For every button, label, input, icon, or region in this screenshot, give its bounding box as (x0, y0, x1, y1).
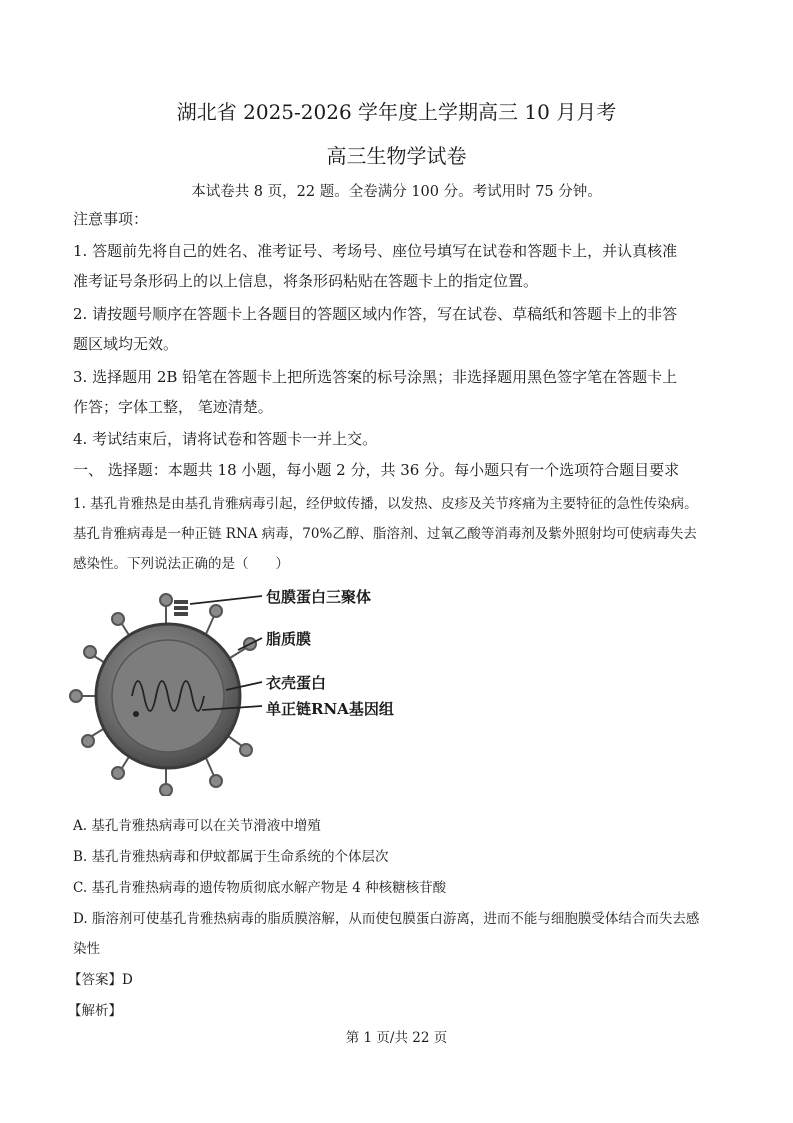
trimer-icon (174, 600, 188, 616)
note-line: 2. 请按题号顺序在答题卡上各题目的答题区域内作答，写在试卷、草稿纸和答题卡上的非答 (73, 305, 678, 323)
rna-dot (133, 711, 139, 717)
note-line: 3. 选择题用 2B 铅笔在答题卡上把所选答案的标号涂黑；非选择题用黑色签字笔在答题卡上 (73, 368, 678, 386)
note-line: 作答；字体工整， 笔迹清楚。 (73, 398, 273, 416)
page-footer: 第 1 页/共 22 页 (345, 1030, 448, 1046)
exam-title: 湖北省 2025-2026 学年度上学期高三 10 月月考 (176, 100, 617, 124)
figure-label: 单正链RNA基因组 (266, 700, 394, 718)
note-line: 题区域均无效。 (73, 335, 179, 353)
virus-diagram (66, 586, 416, 796)
note-line: 4. 考试结束后，请将试卷和答题卡一并上交。 (73, 430, 378, 448)
question-stem-line: 感染性。下列说法正确的是（ ） (73, 556, 289, 572)
question-stem-line: 1. 基孔肯雅热是由基孔肯雅病毒引起，经伊蚊传播，以发热、皮疹及关节疼痛为主要特征的急性传染病。 (73, 496, 698, 512)
note-line: 准考证号条形码上的以上信息，将条形码粘贴在答题卡上的指定位置。 (73, 272, 539, 290)
option-d-continued: 染性 (73, 941, 100, 957)
subject-title: 高三生物学试卷 (326, 144, 467, 168)
analysis-heading: 【解析】 (68, 1003, 122, 1019)
figure-label: 衣壳蛋白 (266, 674, 327, 692)
virus-illustration (66, 586, 416, 796)
option-a: A. 基孔肯雅热病毒可以在关节滑液中增殖 (73, 818, 321, 834)
question-stem-line: 基孔肯雅病毒是一种正链 RNA 病毒，70%乙醇、脂溶剂、过氧乙酸等消毒剂及紫外照射均可使病毒失去 (73, 526, 697, 542)
option-c: C. 基孔肯雅热病毒的遗传物质彻底水解产物是 4 种核糖核苷酸 (73, 880, 447, 896)
figure-label: 包膜蛋白三聚体 (266, 588, 372, 606)
figure-label: 脂质膜 (266, 630, 312, 648)
exam-info: 本试卷共 8 页，22 题。全卷满分 100 分。考试用时 75 分钟。 (191, 184, 602, 200)
option-b: B. 基孔肯雅热病毒和伊蚊都属于生命系统的个体层次 (73, 849, 389, 865)
option-d: D. 脂溶剂可使基孔肯雅热病毒的脂质膜溶解，从而使包膜蛋白游离，进而不能与细胞膜受体结合而失去感 (73, 911, 700, 927)
section-heading: 一、 选择题：本题共 18 小题，每小题 2 分，共 36 分。每小题只有一个选项符合题目要求 (73, 461, 680, 479)
answer: 【答案】D (68, 972, 133, 988)
notes-heading: 注意事项： (73, 210, 149, 228)
note-line: 1. 答题前先将自己的姓名、准考证号、考场号、座位号填写在试卷和答题卡上，并认真核准 (73, 242, 678, 260)
